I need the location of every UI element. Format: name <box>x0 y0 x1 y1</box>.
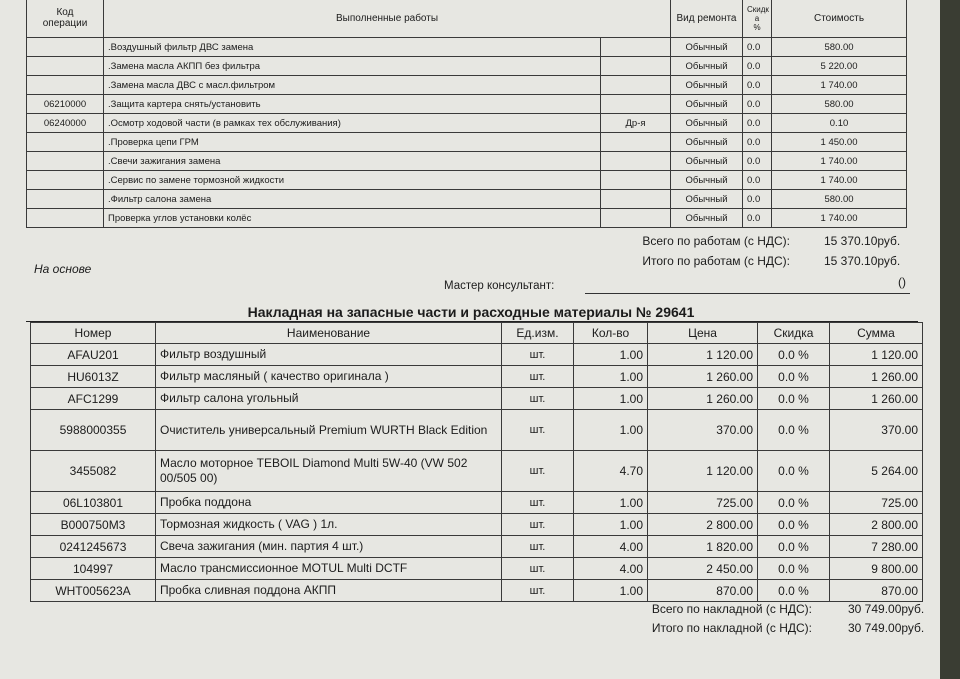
invoice-total-label: Всего по накладной (с НДС): <box>651 602 812 616</box>
works-code-cell <box>27 171 104 190</box>
parts-price-cell: 1 260.00 <box>648 388 758 410</box>
master-consultant-value: () <box>898 275 906 289</box>
works-name-cell: .Воздушный фильтр ДВС замена <box>104 38 601 57</box>
parts-number-cell: 06L103801 <box>31 492 156 514</box>
works-row <box>27 171 907 190</box>
works-header-code: Код операции <box>27 0 104 38</box>
works-total-value: 15 370.10руб. <box>824 234 901 248</box>
parts-sum-cell: 2 800.00 <box>830 514 923 536</box>
parts-price-cell: 2 800.00 <box>648 514 758 536</box>
works-extra-cell <box>601 133 671 152</box>
invoice-total-value: 30 749.00руб. <box>848 602 925 616</box>
parts-name-cell: Очиститель универсальный Premium WURTH Black Edition <box>156 410 502 451</box>
works-row <box>27 209 907 228</box>
parts-discount-cell: 0.0 % <box>758 451 830 492</box>
works-cost-cell: 0.10 <box>772 114 907 133</box>
base-note: На основе <box>34 262 92 276</box>
parts-row <box>31 388 923 410</box>
works-row <box>27 57 907 76</box>
works-type-cell: Обычный <box>671 38 743 57</box>
works-cost-cell: 1 740.00 <box>772 152 907 171</box>
works-extra-cell <box>601 171 671 190</box>
works-row <box>27 133 907 152</box>
works-cost-cell: 1 740.00 <box>772 209 907 228</box>
parts-unit-cell: шт. <box>502 536 574 558</box>
parts-discount-cell: 0.0 % <box>758 514 830 536</box>
parts-qty-cell: 4.70 <box>574 451 648 492</box>
works-code-cell <box>27 190 104 209</box>
parts-row <box>31 492 923 514</box>
works-code-cell: 06210000 <box>27 95 104 114</box>
works-type-cell: Обычный <box>671 152 743 171</box>
parts-qty-cell: 4.00 <box>574 558 648 580</box>
parts-table <box>30 322 923 602</box>
works-extra-cell <box>601 209 671 228</box>
master-consultant-label: Мастер консультант: <box>444 280 555 292</box>
parts-row <box>31 366 923 388</box>
works-cost-cell: 580.00 <box>772 38 907 57</box>
works-grand-row <box>0 254 790 270</box>
works-discount-cell: 0.0 <box>743 190 772 209</box>
parts-row <box>31 410 923 451</box>
parts-discount-cell: 0.0 % <box>758 366 830 388</box>
parts-qty-cell: 1.00 <box>574 492 648 514</box>
works-name-cell: .Сервис по замене тормозной жидкости <box>104 171 601 190</box>
works-type-cell: Обычный <box>671 209 743 228</box>
works-cost-cell: 5 220.00 <box>772 57 907 76</box>
parts-sum-cell: 725.00 <box>830 492 923 514</box>
parts-unit-cell: шт. <box>502 558 574 580</box>
works-name-cell: .Свечи зажигания замена <box>104 152 601 171</box>
works-extra-cell <box>601 152 671 171</box>
works-name-cell: .Осмотр ходовой части (в рамках тех обслуживания) <box>104 114 601 133</box>
parts-name-cell: Тормозная жидкость ( VAG ) 1л. <box>156 514 502 536</box>
parts-header-unit: Ед.изм. <box>502 323 574 344</box>
works-discount-cell: 0.0 <box>743 209 772 228</box>
parts-unit-cell: шт. <box>502 388 574 410</box>
works-header-discount: Скидк а % <box>743 0 772 38</box>
parts-unit-cell: шт. <box>502 410 574 451</box>
parts-price-cell: 870.00 <box>648 580 758 602</box>
parts-header-discount: Скидка <box>758 323 830 344</box>
works-name-cell: .Замена масла АКПП без фильтра <box>104 57 601 76</box>
works-cost-cell: 1 450.00 <box>772 133 907 152</box>
works-extra-cell <box>601 57 671 76</box>
parts-discount-cell: 0.0 % <box>758 580 830 602</box>
works-extra-cell <box>601 38 671 57</box>
works-extra-cell <box>601 95 671 114</box>
works-total-row <box>0 234 790 250</box>
parts-name-cell: Пробка сливная поддона АКПП <box>156 580 502 602</box>
works-code-cell <box>27 209 104 228</box>
parts-sum-cell: 5 264.00 <box>830 451 923 492</box>
works-row <box>27 190 907 209</box>
works-code-cell <box>27 152 104 171</box>
works-discount-cell: 0.0 <box>743 76 772 95</box>
parts-discount-cell: 0.0 % <box>758 410 830 451</box>
parts-discount-cell: 0.0 % <box>758 536 830 558</box>
parts-number-cell: B000750M3 <box>31 514 156 536</box>
parts-qty-cell: 1.00 <box>574 410 648 451</box>
invoice-total-row <box>0 602 812 618</box>
works-total-label: Всего по работам (с НДС): <box>642 234 790 248</box>
parts-row <box>31 514 923 536</box>
parts-row <box>31 344 923 366</box>
parts-price-cell: 2 450.00 <box>648 558 758 580</box>
parts-header-sum: Сумма <box>830 323 923 344</box>
works-type-cell: Обычный <box>671 95 743 114</box>
works-row <box>27 114 907 133</box>
parts-number-cell: AFAU201 <box>31 344 156 366</box>
parts-unit-cell: шт. <box>502 580 574 602</box>
parts-name-cell: Пробка поддона <box>156 492 502 514</box>
parts-sum-cell: 1 260.00 <box>830 366 923 388</box>
invoice-grand-label: Итого по накладной (с НДС): <box>651 621 812 635</box>
parts-price-cell: 370.00 <box>648 410 758 451</box>
parts-unit-cell: шт. <box>502 344 574 366</box>
works-grand-label: Итого по работам (с НДС): <box>642 254 790 268</box>
works-discount-cell: 0.0 <box>743 133 772 152</box>
works-type-cell: Обычный <box>671 190 743 209</box>
parts-qty-cell: 1.00 <box>574 580 648 602</box>
parts-number-cell: 0241245673 <box>31 536 156 558</box>
works-row <box>27 152 907 171</box>
works-header-type: Вид ремонта <box>671 0 743 38</box>
works-row <box>27 95 907 114</box>
parts-price-cell: 725.00 <box>648 492 758 514</box>
parts-unit-cell: шт. <box>502 451 574 492</box>
works-name-cell: .Проверка цепи ГРМ <box>104 133 601 152</box>
parts-qty-cell: 1.00 <box>574 388 648 410</box>
parts-number-cell: 104997 <box>31 558 156 580</box>
parts-header-number: Номер <box>31 323 156 344</box>
works-type-cell: Обычный <box>671 57 743 76</box>
invoice-grand-value: 30 749.00руб. <box>848 621 925 635</box>
parts-number-cell: AFC1299 <box>31 388 156 410</box>
parts-discount-cell: 0.0 % <box>758 558 830 580</box>
parts-sum-cell: 7 280.00 <box>830 536 923 558</box>
works-name-cell: .Замена масла ДВС с масл.фильтром <box>104 76 601 95</box>
works-extra-cell <box>601 190 671 209</box>
parts-price-cell: 1 260.00 <box>648 366 758 388</box>
works-discount-cell: 0.0 <box>743 38 772 57</box>
parts-sum-cell: 1 120.00 <box>830 344 923 366</box>
works-code-cell <box>27 76 104 95</box>
parts-number-cell: 3455082 <box>31 451 156 492</box>
parts-sum-cell: 1 260.00 <box>830 388 923 410</box>
works-extra-cell: Др-я <box>601 114 671 133</box>
works-cost-cell: 1 740.00 <box>772 76 907 95</box>
parts-discount-cell: 0.0 % <box>758 492 830 514</box>
parts-qty-cell: 1.00 <box>574 514 648 536</box>
works-type-cell: Обычный <box>671 133 743 152</box>
works-code-cell <box>27 133 104 152</box>
parts-sum-cell: 870.00 <box>830 580 923 602</box>
parts-qty-cell: 1.00 <box>574 344 648 366</box>
parts-name-cell: Масло моторное TEBOIL Diamond Multi 5W-40 (VW 502 00/505 00) <box>156 451 502 492</box>
parts-row <box>31 451 923 492</box>
parts-row <box>31 536 923 558</box>
parts-discount-cell: 0.0 % <box>758 388 830 410</box>
parts-qty-cell: 1.00 <box>574 366 648 388</box>
parts-unit-cell: шт. <box>502 366 574 388</box>
invoice-title: Накладная на запасные части и расходные материалы № 29641 <box>247 304 695 320</box>
works-discount-cell: 0.0 <box>743 95 772 114</box>
parts-number-cell: WHT005623A <box>31 580 156 602</box>
parts-number-cell: HU6013Z <box>31 366 156 388</box>
parts-row <box>31 558 923 580</box>
works-table <box>26 0 907 228</box>
master-signature-line <box>585 293 910 294</box>
invoice-grand-row <box>0 621 812 637</box>
parts-name-cell: Фильтр салона угольный <box>156 388 502 410</box>
works-header-name: Выполненные работы <box>104 0 671 38</box>
works-cost-cell: 1 740.00 <box>772 171 907 190</box>
parts-header-qty: Кол-во <box>574 323 648 344</box>
works-row <box>27 38 907 57</box>
parts-qty-cell: 4.00 <box>574 536 648 558</box>
works-code-cell: 06240000 <box>27 114 104 133</box>
works-cost-cell: 580.00 <box>772 95 907 114</box>
parts-header-name: Наименование <box>156 323 502 344</box>
parts-name-cell: Фильтр воздушный <box>156 344 502 366</box>
works-grand-value: 15 370.10руб. <box>824 254 901 268</box>
works-type-cell: Обычный <box>671 171 743 190</box>
parts-name-cell: Фильтр масляный ( качество оригинала ) <box>156 366 502 388</box>
works-discount-cell: 0.0 <box>743 152 772 171</box>
parts-unit-cell: шт. <box>502 492 574 514</box>
works-name-cell: .Защита картера снять/установить <box>104 95 601 114</box>
parts-price-cell: 1 820.00 <box>648 536 758 558</box>
parts-header-price: Цена <box>648 323 758 344</box>
works-row <box>27 76 907 95</box>
parts-name-cell: Свеча зажигания (мин. партия 4 шт.) <box>156 536 502 558</box>
parts-price-cell: 1 120.00 <box>648 344 758 366</box>
works-name-cell: Проверка углов установки колёс <box>104 209 601 228</box>
parts-discount-cell: 0.0 % <box>758 344 830 366</box>
works-discount-cell: 0.0 <box>743 57 772 76</box>
works-type-cell: Обычный <box>671 114 743 133</box>
works-name-cell: .Фильтр салона замена <box>104 190 601 209</box>
parts-name-cell: Масло трансмиссионное MOTUL Multi DCTF <box>156 558 502 580</box>
parts-sum-cell: 370.00 <box>830 410 923 451</box>
parts-price-cell: 1 120.00 <box>648 451 758 492</box>
works-type-cell: Обычный <box>671 76 743 95</box>
parts-row <box>31 580 923 602</box>
works-header-cost: Стоимость <box>772 0 907 38</box>
parts-number-cell: 5988000355 <box>31 410 156 451</box>
works-code-cell <box>27 38 104 57</box>
works-code-cell <box>27 57 104 76</box>
works-cost-cell: 580.00 <box>772 190 907 209</box>
works-discount-cell: 0.0 <box>743 114 772 133</box>
parts-sum-cell: 9 800.00 <box>830 558 923 580</box>
works-discount-cell: 0.0 <box>743 171 772 190</box>
works-extra-cell <box>601 76 671 95</box>
parts-unit-cell: шт. <box>502 514 574 536</box>
